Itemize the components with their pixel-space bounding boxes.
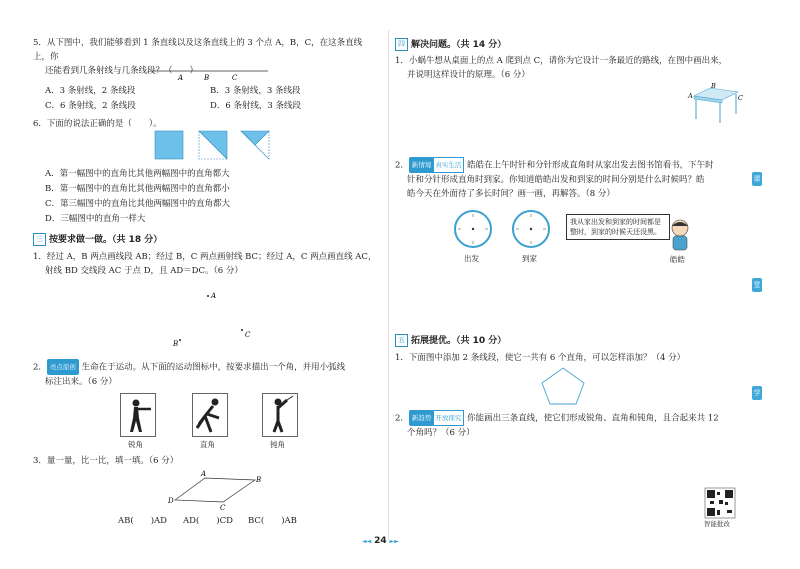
table-pt-a: A: [688, 92, 693, 100]
q42-text2: 针和分针形成直角时到家。你知道皓皓出发和到家的时间分别是什么时候吗？皓: [407, 175, 705, 185]
boy-name: 皓皓: [670, 255, 685, 264]
q42-text: 皓皓在上午时针和分针形成直角时从家出发去图书馆看书，下午时: [467, 160, 714, 171]
fill-2[interactable]: AD( )CD: [183, 516, 233, 526]
section-5-heading: [395, 333, 506, 347]
question-5-2: 2． 新趋势 开放探究 你能画出三条直线，使它们形成锐角、直角和钝角，且合起来共 12 个角吗？（6 分）: [395, 410, 750, 440]
q31-text2: 射线 BD 交线段 AC 于点 D，且 AD＝DC。（6 分）: [45, 266, 243, 276]
tag-open-explore: 开放探究: [432, 410, 464, 426]
clock-label-depart: 出发: [464, 254, 479, 263]
table-pt-b: B: [711, 82, 716, 90]
side-tab-1: 课: [752, 172, 762, 186]
parallelogram: [165, 470, 265, 512]
prev-page-icon[interactable]: ◄◄: [362, 538, 372, 545]
question-3-2: 2． 亮点原创 生命在于运动。从下面的运动图标中，按要求描出一个角，并用小弧线 标注出来。（6 分）: [33, 359, 383, 389]
points-diagram: [170, 288, 260, 348]
q5-text: 5．从下图中，我们能够看到 1 条直线以及这条直线上的 3 个点 A，B，C，在这条直线上，你: [33, 38, 363, 62]
question-5-1: 1．下面图中添加 2 条线段，使它一共有 6 个直角，可以怎样添加？（4 分）: [395, 353, 686, 363]
question-4-2: 2． 新情境 真实生活 皓皓在上午时针和分针形成直角时从家出发去图书馆看书，下午时 针和分针形成直角时到家。你知道皓皓出发和到家的时间分别是什么时候吗？皓 皓今天在外面待了多长时间？画一画，再解答。（8 分）: [395, 157, 750, 201]
pt-c: C: [245, 331, 251, 339]
section-4-num: 四: [395, 38, 408, 51]
qr-code[interactable]: [705, 488, 735, 518]
q32-text2: 标注出来。（6 分）: [45, 377, 117, 387]
q5-opt-d: D．6 条射线，3 条线段: [210, 101, 302, 111]
q52-text: 你能画出三条直线，使它们形成锐角、直角和钝角，且合起来共 12: [467, 413, 719, 424]
q6-opt-b: B．第一幅图中的直角比其他两幅图中的直角都小: [45, 184, 230, 194]
boy-avatar: [666, 218, 694, 254]
section-5-num: 五: [395, 334, 408, 347]
tag-new-context: 新情境: [409, 157, 435, 173]
tag-real-life: 真实生活: [432, 157, 464, 173]
q5-text2: 还能看到几条射线与几条线段？（ ）: [45, 66, 199, 76]
para-a: A: [201, 470, 207, 478]
q41-text: 1．小蜗牛想从桌面上的点 A 爬到点 C，请你为它设计一条最近的路线，在图中画出来，: [395, 56, 728, 66]
q6-opt-c: C．第三幅图中的直角比其他两幅图中的直角都大: [45, 199, 231, 209]
table-diagram: [688, 82, 744, 124]
q31-text: 1．经过 A，B 两点画线段 AB；经过 B，C 两点画射线 BC；经过 A，C 两点画直线 AC，: [33, 252, 377, 262]
q52-text2: 个角吗？（6 分）: [407, 428, 475, 438]
q5-opt-b: B．3 条射线，3 条线段: [210, 86, 301, 96]
label-acute: 锐角: [128, 440, 143, 449]
question-6: 6．下面的说法正确的是（ ）。: [33, 119, 162, 129]
qr-label: 智能批改: [704, 520, 730, 528]
section-3-heading: [33, 232, 162, 246]
clock-label-arrive: 到家: [522, 254, 537, 263]
golfer-icon: [262, 393, 298, 437]
clock-depart[interactable]: [454, 210, 492, 248]
column-divider: [388, 30, 389, 540]
table-pt-c: C: [738, 94, 743, 102]
pt-b: B: [173, 340, 179, 348]
shooter-icon: [120, 393, 156, 437]
page-num: 24: [374, 536, 387, 546]
tag-new-trend: 新趋势: [409, 410, 435, 426]
q5-opt-a: A．3 条射线，2 条线段: [45, 86, 136, 96]
point-a: A: [178, 74, 184, 82]
question-4-1: [395, 54, 745, 82]
para-c: C: [220, 504, 226, 512]
label-obtuse: 钝角: [270, 440, 285, 449]
section-3-title: 按要求做一做。（共 18 分）: [49, 235, 163, 245]
section-4-title: 解决问题。（共 14 分）: [411, 40, 507, 50]
q6-opt-d: D．三幅图中的直角一样大: [45, 214, 146, 224]
tag-original: 亮点原创: [47, 359, 79, 375]
speech-bubble: 我从家出发和到家的时间都是整时，到家的时候天还没黑。: [566, 214, 670, 240]
para-d: D: [168, 497, 174, 505]
pt-a: A: [211, 292, 217, 300]
question-3-1: [33, 250, 378, 278]
para-b: B: [256, 476, 262, 484]
section-5-title: 拓展提优。（共 10 分）: [411, 336, 507, 346]
q42-text3: 皓今天在外面待了多长时间？画一画，再解答。（8 分）: [407, 189, 615, 199]
fill-3[interactable]: BC( )AB: [248, 516, 297, 526]
section-4-heading: [395, 37, 506, 51]
right-angle-figures: [155, 131, 275, 163]
question-3-3: 3．量一量，比一比，填一填。（6 分）: [33, 456, 179, 466]
q6-opt-a: A．第一幅图中的直角比其他两幅图中的直角都大: [45, 169, 230, 179]
clock-arrive[interactable]: [512, 210, 550, 248]
next-page-icon[interactable]: ►►: [389, 538, 399, 545]
q5-opt-c: C．6 条射线，2 条线段: [45, 101, 136, 111]
runner-icon: [192, 393, 228, 437]
page-number: [362, 536, 399, 546]
side-tab-3: 学: [752, 386, 762, 400]
point-b: B: [204, 74, 210, 82]
pentagon: [540, 366, 586, 406]
point-c: C: [232, 74, 238, 82]
label-right: 直角: [200, 440, 215, 449]
line-diagram: [150, 66, 270, 80]
q32-text: 生命在于运动。从下面的运动图标中，按要求描出一个角，并用小弧线: [81, 362, 346, 373]
side-tab-2: 堂: [752, 278, 762, 292]
section-3-num: 三: [33, 233, 46, 246]
fill-1[interactable]: AB( )AD: [118, 516, 167, 526]
q41-text2: 并说明这样设计的原理。（6 分）: [407, 70, 530, 80]
